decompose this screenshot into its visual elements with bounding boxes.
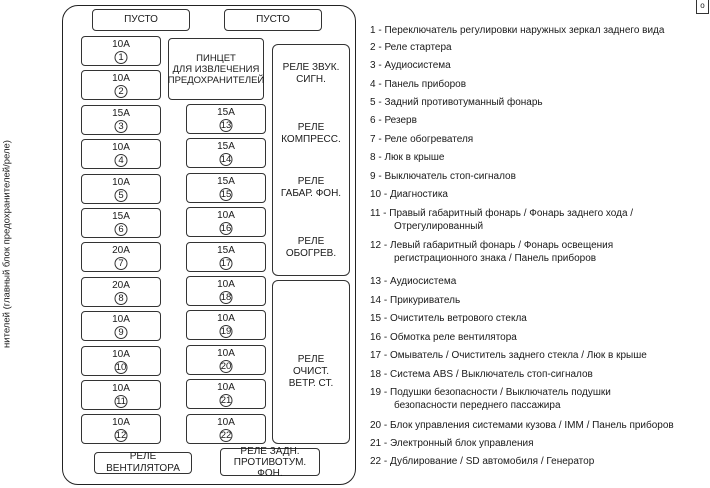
legend-item-4 xyxy=(370,79,466,92)
relay-parking-line-2: ГАБАР. ФОН. xyxy=(280,188,342,199)
fuse-amperage: 20A xyxy=(112,245,130,257)
relay-compressor-line-1: РЕЛЕ xyxy=(297,122,325,133)
legend-item-1 xyxy=(370,25,664,38)
legend-line: 18 - Система ABS / Выключатель стоп-сигналов xyxy=(370,369,593,380)
legend-line: 22 - Дублирование / SD автомобиля / Генератор xyxy=(370,456,595,467)
fuse-17 xyxy=(186,242,266,272)
relay-washer-line-1: РЕЛЕ xyxy=(297,354,325,365)
fuse-number-circle: 6 xyxy=(115,223,128,236)
fuse-number-circle: 15 xyxy=(220,188,232,200)
legend-line: 1 - Переключатель регулировки наружных зеркал заднего вида xyxy=(370,25,665,36)
fuse-7 xyxy=(81,242,161,272)
fuse-amperage: 15A xyxy=(217,107,235,118)
fuse-amperage: 10A xyxy=(112,383,130,394)
legend-line: 12 - Левый габаритный фонарь / Фонарь освещения xyxy=(370,240,614,251)
relay-heater-line-1: РЕЛЕ xyxy=(297,236,325,247)
fuse-number-circle: 3 xyxy=(115,120,128,133)
relay-heater xyxy=(272,236,350,260)
fuse-amperage: 10A xyxy=(112,176,130,188)
fuse-13 xyxy=(186,104,266,134)
legend-line: 7 - Реле обогревателя xyxy=(370,134,474,145)
relay-horn xyxy=(272,62,350,86)
fuse-15 xyxy=(186,173,266,203)
fuse-puller-line-3: ПРЕДОХРАНИТЕЛЕЙ xyxy=(167,74,265,86)
fuse-4 xyxy=(81,139,161,169)
fuse-number-circle: 20 xyxy=(220,360,232,372)
legend-item-6 xyxy=(370,115,417,128)
fuse-18 xyxy=(186,276,266,306)
fuse-number-circle: 22 xyxy=(220,429,232,441)
fuse-14 xyxy=(186,138,266,168)
fuse-amperage: 10A xyxy=(217,279,235,290)
fuse-number-circle: 17 xyxy=(220,257,232,269)
fuse-amperage: 10A xyxy=(112,73,130,85)
fuse-number-circle: 10 xyxy=(115,361,127,373)
legend-item-17 xyxy=(370,350,647,363)
legend-item-16 xyxy=(370,332,517,345)
fuse-5 xyxy=(81,174,161,204)
fuse-amperage: 10A xyxy=(217,382,235,394)
fuse-number-circle: 4 xyxy=(115,154,128,167)
legend-line: 3 - Аудиосистема xyxy=(370,60,451,71)
fuse-amperage: 10A xyxy=(217,416,235,428)
legend-line: 9 - Выключатель стоп-сигналов xyxy=(370,171,516,182)
legend-line: 13 - Аудиосистема xyxy=(370,276,457,287)
fuse-number-circle: 18 xyxy=(220,292,232,303)
fuse-number-circle: 14 xyxy=(220,154,232,166)
legend-item-19 xyxy=(370,387,611,412)
legend-item-13 xyxy=(370,276,456,289)
empty-slot-left: ПУСТО xyxy=(92,9,190,31)
legend-item-21 xyxy=(370,438,534,451)
fuse-9 xyxy=(81,311,161,341)
fuse-amperage: 20A xyxy=(112,279,130,291)
fuse-number-circle: 16 xyxy=(220,223,232,235)
legend-item-18 xyxy=(370,369,593,382)
legend-line: 2 - Реле стартера xyxy=(370,42,452,53)
relay-washer xyxy=(272,354,350,390)
fuse-number-circle: 11 xyxy=(116,396,126,407)
legend-line: 16 - Обмотка реле вентилятора xyxy=(370,332,517,343)
fuse-puller-line-1: ПИНЦЕТ xyxy=(196,52,236,64)
fuse-2 xyxy=(81,70,161,100)
fuse-21 xyxy=(186,379,266,409)
fuse-8 xyxy=(81,277,161,307)
legend-item-12 xyxy=(370,240,613,265)
empty-slot-right: ПУСТО xyxy=(224,9,322,31)
fuse-20 xyxy=(186,345,266,375)
relay-washer-line-3: ВЕТР. СТ. xyxy=(288,378,334,389)
legend-line: 4 - Панель приборов xyxy=(370,79,467,90)
fuse-number-circle: 5 xyxy=(115,189,128,202)
fuse-3 xyxy=(81,105,161,135)
legend-line: 8 - Люк в крыше xyxy=(370,152,445,163)
legend-item-20 xyxy=(370,420,674,433)
legend-item-11 xyxy=(370,208,633,233)
legend-line: регистрационного знака / Панель приборов xyxy=(394,252,597,264)
relay-heater-line-2: ОБОГРЕВ. xyxy=(285,248,337,259)
fuse-1 xyxy=(81,36,161,66)
fuse-number-circle: 21 xyxy=(220,395,232,407)
relay-compressor-line-2: КОМПРЕСС. xyxy=(281,134,341,145)
fuse-amperage: 15A xyxy=(217,141,235,153)
fuse-19 xyxy=(186,310,266,340)
fuse-number-circle: 1 xyxy=(115,51,128,64)
legend-item-22 xyxy=(370,456,594,469)
relay-washer-line-2: ОЧИСТ. xyxy=(292,366,330,377)
legend-item-2 xyxy=(370,42,452,55)
relay-fan: РЕЛЕ ВЕНТИЛЯТОРА xyxy=(94,452,192,474)
relay-horn-line-1: РЕЛЕ ЗВУК. xyxy=(282,62,340,73)
fuse-number-circle: 9 xyxy=(115,326,128,339)
fuse-amperage: 10A xyxy=(217,347,235,359)
fuse-number-circle: 7 xyxy=(115,257,128,270)
fuse-number-circle: 12 xyxy=(115,430,127,442)
legend-line: 5 - Задний противотуманный фонарь xyxy=(370,97,543,108)
corner-fragment: о xyxy=(696,0,709,14)
relay-parking-line-1: РЕЛЕ xyxy=(297,176,325,187)
fuse-amperage: 15A xyxy=(112,211,130,222)
fuse-amperage: 10A xyxy=(217,210,235,222)
fuse-12 xyxy=(81,414,161,444)
legend-item-7 xyxy=(370,134,473,147)
relay-horn-line-2: СИГН. xyxy=(296,74,326,85)
legend-line: 21 - Электронный блок управления xyxy=(370,438,534,449)
legend-line: 19 - Подушки безопасности / Выключатель подушки xyxy=(370,387,611,398)
fuse-amperage: 10A xyxy=(112,348,130,360)
legend-line: безопасности переднего пассажира xyxy=(394,399,561,411)
fuse-amperage: 10A xyxy=(112,314,130,326)
fuse-amperage: 10A xyxy=(217,313,235,325)
fuse-amperage: 15A xyxy=(112,107,130,119)
legend-line: Отрегулированный xyxy=(394,220,484,232)
fuse-number-circle: 19 xyxy=(220,326,232,338)
side-caption-text: нителей (главный блок предохранителей/реле) xyxy=(1,140,13,348)
fuse-amperage: 15A xyxy=(217,244,235,256)
legend-item-8 xyxy=(370,152,444,165)
legend-line: 10 - Диагностика xyxy=(370,189,448,200)
legend-line: 6 - Резерв xyxy=(370,115,417,126)
legend-line: 15 - Очиститель ветрового стекла xyxy=(370,313,527,324)
relay-compressor xyxy=(272,122,350,146)
fuse-11 xyxy=(81,380,161,410)
fuse-amperage: 10A xyxy=(112,417,130,429)
relay-rear-fog-line-2: ПРОТИВОТУМ. ФОН. xyxy=(233,456,307,479)
fuse-22 xyxy=(186,414,266,444)
legend-line: 17 - Омыватель / Очиститель заднего стекла / Люк в крыше xyxy=(370,350,647,361)
legend-item-10 xyxy=(370,189,448,202)
fuse-amperage: 10A xyxy=(112,142,130,154)
legend-item-5 xyxy=(370,97,543,110)
legend-item-14 xyxy=(370,295,460,308)
relay-rear-fog xyxy=(220,445,320,479)
legend-item-3 xyxy=(370,60,451,73)
fuse-16 xyxy=(186,207,266,237)
fuse-amperage: 15A xyxy=(217,175,235,187)
legend-item-9 xyxy=(370,171,516,184)
fuse-6 xyxy=(81,208,161,238)
fuse-number-circle: 8 xyxy=(115,292,128,305)
fuse-10 xyxy=(81,346,161,376)
fuse-puller-slot xyxy=(168,38,264,100)
fuse-number-circle: 2 xyxy=(115,85,128,98)
fuse-amperage: 10A xyxy=(112,39,130,50)
relay-parking xyxy=(272,176,350,200)
legend-line: 20 - Блок управления системами кузова / IMM / Панель приборов xyxy=(370,420,674,431)
relay-rear-fog-line-1: РЕЛЕ ЗАДН. xyxy=(240,445,300,457)
legend-item-15 xyxy=(370,313,527,326)
legend-line: 11 - Правый габаритный фонарь / Фонарь заднего хода / xyxy=(370,208,634,219)
legend-line: 14 - Прикуриватель xyxy=(370,295,461,306)
fuse-number-circle: 13 xyxy=(220,120,232,131)
fuse-puller-line-2: ДЛЯ ИЗВЛЕЧЕНИЯ xyxy=(172,63,260,75)
